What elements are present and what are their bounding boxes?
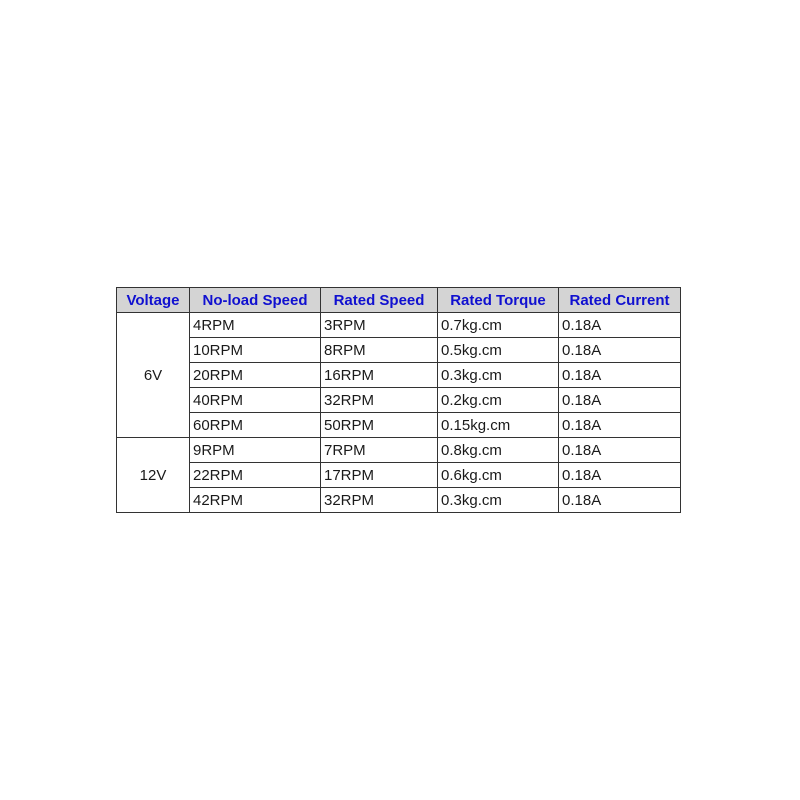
table-row [117,338,681,363]
rated-current-cell: 0.18A [559,438,681,463]
header-rated-current: Rated Current [559,288,681,313]
no-load-speed-cell: 60RPM [190,413,321,438]
rated-torque-cell: 0.15kg.cm [438,413,559,438]
no-load-speed-cell: 22RPM [190,463,321,488]
rated-torque-cell: 0.3kg.cm [438,363,559,388]
rated-current-cell: 0.18A [559,463,681,488]
no-load-speed-cell: 40RPM [190,388,321,413]
rated-speed-cell: 3RPM [321,313,438,338]
rated-current-cell: 0.18A [559,413,681,438]
rated-current-cell: 0.18A [559,338,681,363]
rated-current-cell: 0.18A [559,488,681,513]
header-rated-torque: Rated Torque [438,288,559,313]
no-load-speed-cell: 20RPM [190,363,321,388]
no-load-speed-cell: 4RPM [190,313,321,338]
header-voltage: Voltage [117,288,190,313]
rated-torque-cell: 0.2kg.cm [438,388,559,413]
table-row [117,413,681,438]
table-row [117,438,681,463]
rated-torque-cell: 0.5kg.cm [438,338,559,363]
table-row [117,388,681,413]
motor-spec-table [116,287,681,513]
rated-torque-cell: 0.8kg.cm [438,438,559,463]
table-row [117,313,681,338]
header-rated-speed: Rated Speed [321,288,438,313]
rated-current-cell: 0.18A [559,363,681,388]
rated-current-cell: 0.18A [559,388,681,413]
rated-torque-cell: 0.3kg.cm [438,488,559,513]
no-load-speed-cell: 42RPM [190,488,321,513]
voltage-cell-12v: 12V [117,438,190,513]
rated-speed-cell: 17RPM [321,463,438,488]
no-load-speed-cell: 9RPM [190,438,321,463]
header-row [117,288,681,313]
table-row [117,363,681,388]
rated-speed-cell: 8RPM [321,338,438,363]
rated-current-cell: 0.18A [559,313,681,338]
rated-speed-cell: 32RPM [321,488,438,513]
rated-speed-cell: 50RPM [321,413,438,438]
rated-speed-cell: 32RPM [321,388,438,413]
header-no-load-speed: No-load Speed [190,288,321,313]
rated-speed-cell: 16RPM [321,363,438,388]
rated-speed-cell: 7RPM [321,438,438,463]
table-row [117,488,681,513]
rated-torque-cell: 0.6kg.cm [438,463,559,488]
no-load-speed-cell: 10RPM [190,338,321,363]
rated-torque-cell: 0.7kg.cm [438,313,559,338]
table-row [117,463,681,488]
voltage-cell-6v: 6V [117,313,190,438]
